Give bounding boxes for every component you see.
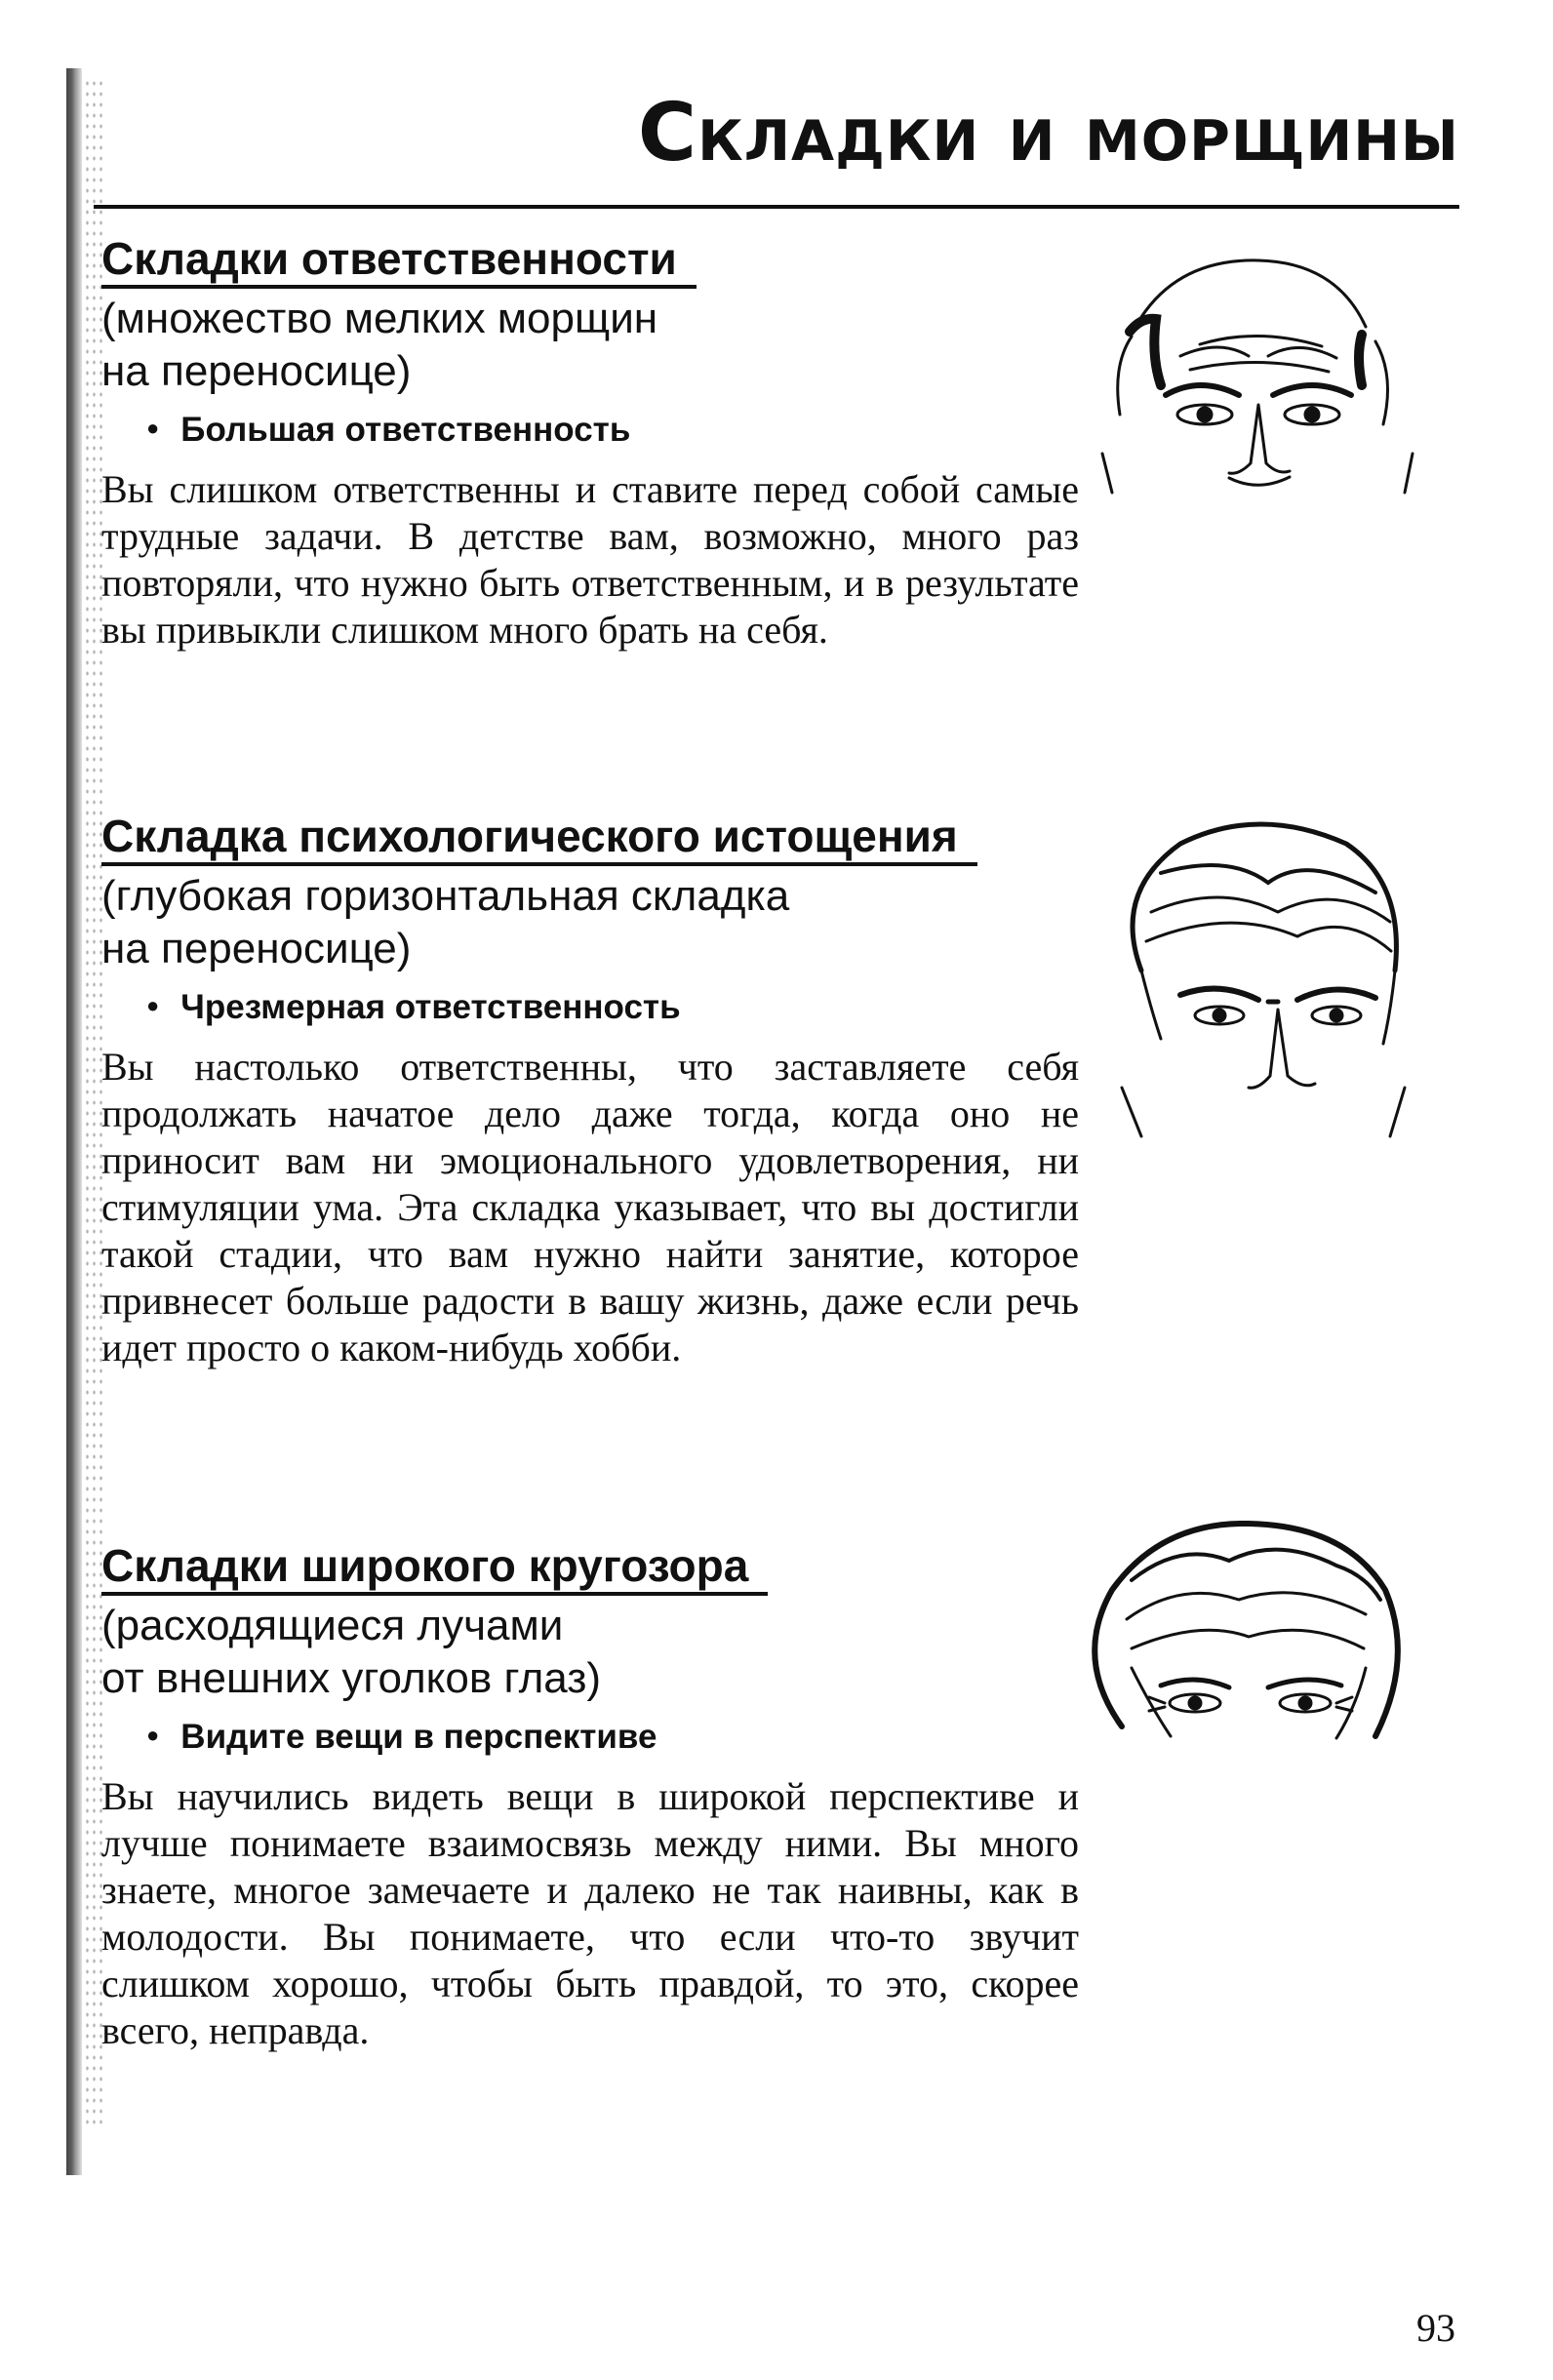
section-subtitle [101, 1600, 1079, 1705]
section-subtitle [101, 293, 1079, 398]
section-bullet: ● Видите вещи в перспективе [146, 1715, 1079, 1764]
section-subtitle-line: на переносице) [101, 347, 412, 395]
section-subtitle [101, 870, 1079, 975]
section-subtitle-line: (множество мелких морщин [101, 295, 658, 342]
section-body: Вы научились видеть вещи в широкой перспективе и лучше понимаете взаимосвязь между ними. Вы много знаете, многое замечаете и далеко не так наивны, как в молодости. Вы понимаете, что если что-то звучит слишком хорошо, чтобы быть правдой, то это, скорее всего, неправда. [101, 1774, 1079, 2052]
woman-portrait-icon [1073, 1512, 1424, 1785]
young-man-portrait-icon [1102, 814, 1424, 1166]
section-subtitle-line: (расходящиеся лучами [101, 1602, 564, 1649]
section-body: Вы настолько ответственны, что заставляете себя продолжать начатое дело даже тогда, когда оно не приносит вам ни эмоционального удовлетворения, ни стимуляции ума. Эта складка указывает, что вы достигли такой стадии, что вам нужно найти занятие, которое привнесет больше радости в вашу жизнь, даже если речь идет просто о каком-нибудь хобби. [101, 1045, 1079, 1369]
section-responsibility [101, 232, 1079, 654]
title-rule [94, 205, 1459, 209]
book-binding-shadow [66, 68, 82, 2175]
page-number: 93 [1416, 2306, 1455, 2350]
section-bullet: ● Большая ответственность [146, 408, 1079, 456]
section-subtitle-line: на переносице) [101, 925, 412, 972]
section-subtitle-line: от внешних уголков глаз) [101, 1654, 602, 1702]
section-exhaustion [101, 810, 1079, 1371]
section-body: Вы слишком ответственны и ставите перед собой самые трудные задачи. В детстве вам, возможно, много раз повторяли, что нужно быть ответственным, и в результате вы привыкли слишком много брать на себя. [101, 467, 1079, 652]
section-bullet: ● Чрезмерная ответственность [146, 985, 1079, 1034]
section-heading: Складки ответственности [101, 232, 697, 289]
page-title: Складки и морщины [637, 87, 1459, 179]
section-heading: Складки широкого кругозора [101, 1539, 768, 1596]
section-subtitle-line: (глубокая горизонтальная складка [101, 872, 790, 920]
balding-man-portrait-icon [1073, 249, 1444, 541]
section-wide-outlook [101, 1539, 1079, 2054]
section-heading: Складка психологического истощения [101, 810, 977, 866]
